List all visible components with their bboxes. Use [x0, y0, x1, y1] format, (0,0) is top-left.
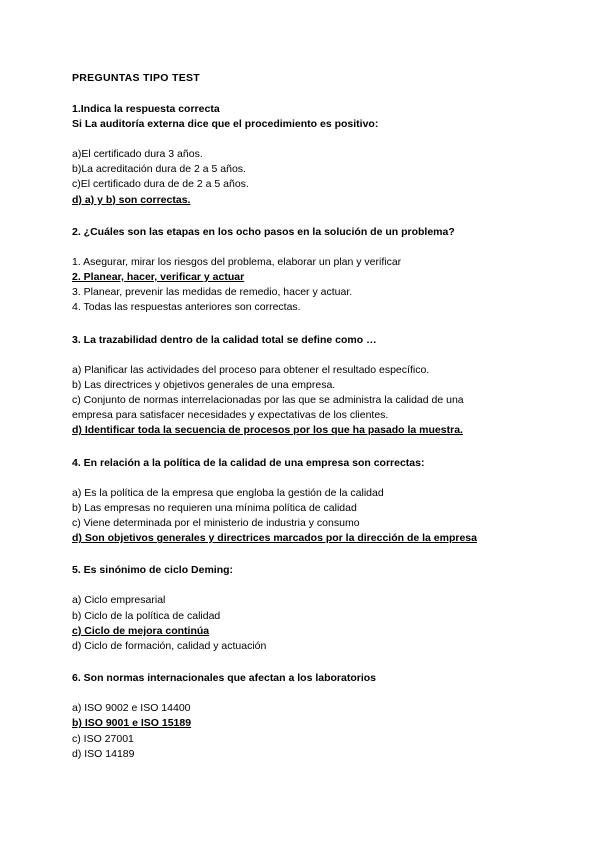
question-4: [72, 456, 600, 547]
answer-options: [72, 147, 600, 208]
answer-option-correct: 2. Planear, hacer, verificar y actuar: [72, 271, 245, 284]
answer-option-correct: d) Son objetivos generales y directrices marcados por la dirección de la empresa: [72, 532, 477, 545]
question-text: [72, 671, 600, 686]
answer-option: 3. Planear, prevenir las medidas de remedio, hacer y actuar.: [72, 286, 353, 299]
answer-option: a) ISO 9002 e ISO 14400: [72, 702, 191, 715]
answer-options: [72, 701, 600, 762]
answer-options: [72, 363, 600, 439]
question-line: 5. Es sinónimo de ciclo Deming:: [72, 564, 234, 577]
question-2: [72, 225, 600, 316]
question-3: [72, 333, 600, 439]
answer-option: d) ISO 14189: [72, 747, 135, 760]
answer-option: a)El certificado dura 3 años.: [72, 148, 203, 160]
question-text: [72, 102, 600, 132]
question-text: [72, 333, 600, 348]
answer-option: c)El certificado dura de de 2 a 5 años.: [72, 178, 249, 191]
answer-option: c) Conjunto de normas interrelacionadas por las que se administra la calidad de una empresa para satisfacer necesidades y expectativas de los clientes.: [72, 394, 467, 422]
answer-option: b) Las directrices y objetivos generales de una empresa.: [72, 378, 336, 391]
answer-option: 4. Todas las respuestas anteriores son correctas.: [72, 301, 301, 314]
question-line: 2. ¿Cuáles son las etapas en los ocho pasos en la solución de un problema?: [72, 225, 455, 238]
answer-option-correct: d) a) y b) son correctas.: [72, 193, 191, 206]
question-text: [72, 456, 600, 471]
answer-option: 1. Asegurar, mirar los riesgos del problema, elaborar un plan y verificar: [72, 255, 402, 268]
answer-option: c) Viene determinada por el ministerio de industria y consumo: [72, 517, 360, 530]
answer-option-correct: b) ISO 9001 e ISO 15189: [72, 717, 192, 730]
answer-option: b) Ciclo de la política de calidad: [72, 609, 221, 622]
answer-option: a) Ciclo empresarial: [72, 594, 166, 607]
question-line: 6. Son normas internacionales que afectan a los laboratorios: [72, 672, 377, 685]
question-line: 1.Indica la respuesta correcta: [72, 103, 220, 115]
question-line: 3. La trazabilidad dentro de la calidad total se define como …: [72, 333, 377, 346]
question-text: [72, 225, 600, 240]
question-list: [72, 102, 600, 762]
answer-option: b) Las empresas no requieren una mínima política de calidad: [72, 501, 357, 514]
answer-option: c) ISO 27001: [72, 732, 134, 745]
answer-option: d) Ciclo de formación, calidad y actuación: [72, 640, 267, 653]
answer-option-correct: c) Ciclo de mejora continúa: [72, 624, 210, 637]
question-1: [72, 102, 600, 208]
answer-option: a) Planificar las actividades del proceso para obtener el resultado específico.: [72, 363, 430, 376]
document-title: PREGUNTAS TIPO TEST: [72, 72, 201, 84]
answer-option-correct: d) Identificar toda la secuencia de procesos por los que ha pasado la muestra.: [72, 424, 463, 437]
answer-options: [72, 255, 600, 316]
question-text: [72, 563, 600, 578]
answer-option: a) Es la política de la empresa que engloba la gestión de la calidad: [72, 486, 384, 499]
question-6: [72, 671, 600, 762]
question-line: Si La auditoría externa dice que el procedimiento es positivo:: [72, 118, 379, 130]
answer-option: b)La acreditación dura de 2 a 5 años.: [72, 163, 246, 176]
answer-options: [72, 593, 600, 654]
answer-options: [72, 486, 600, 547]
question-5: [72, 563, 600, 654]
question-line: 4. En relación a la política de la calidad de una empresa son correctas:: [72, 456, 425, 469]
